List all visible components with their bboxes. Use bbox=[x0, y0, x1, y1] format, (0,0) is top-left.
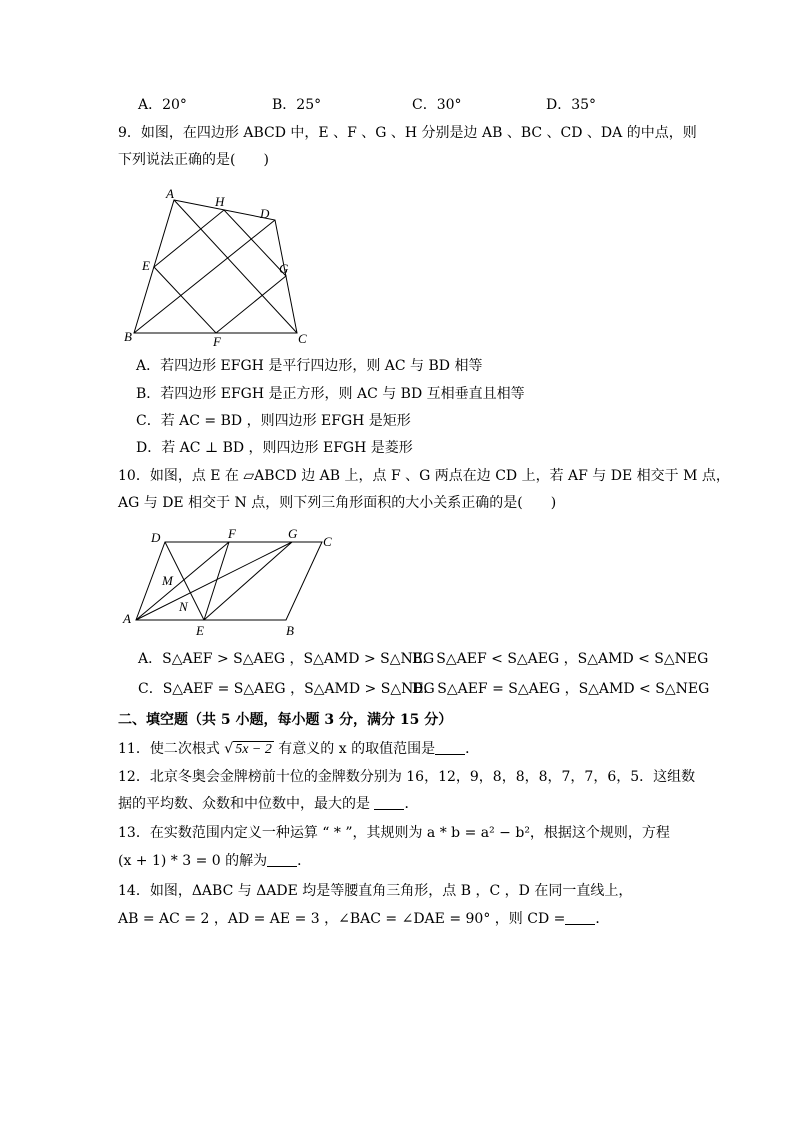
q9-stem-line2: 下列说法正确的是( ) bbox=[118, 152, 269, 168]
q9-label-b: B bbox=[124, 329, 132, 344]
q10-label-f: F bbox=[228, 526, 236, 541]
q9-label-f: F bbox=[213, 334, 221, 349]
q8-option-d: D．35° bbox=[546, 97, 597, 113]
q14-text-end: ． bbox=[595, 911, 610, 927]
q9-label-g: G bbox=[279, 261, 289, 276]
q9-stem-line1: 9．如图，在四边形 ABCD 中，E 、F 、G 、H 分别是边 AB 、BC 、CD 、DA 的中点，则 bbox=[118, 125, 697, 141]
q11-radicand: 5x − 2 bbox=[235, 742, 272, 757]
q9-option-c: C．若 AC = BD ，则四边形 EFGH 是矩形 bbox=[136, 413, 411, 429]
q9-label-h: H bbox=[215, 194, 225, 209]
q14-stem-line1: 14．如图，ΔABC 与 ΔADE 均是等腰直角三角形，点 B ，C ，D 在同一直线上， bbox=[118, 883, 633, 899]
q13-stem-line2 bbox=[118, 851, 311, 871]
q13-text-pre: (x + 1) * 3 = 0 的解为 bbox=[118, 853, 268, 869]
q11-text-post: 有意义的 x 的取值范围是 bbox=[273, 741, 436, 757]
q14-answer-blank[interactable] bbox=[565, 910, 595, 925]
q9-quadrilateral-abcd bbox=[134, 200, 297, 333]
q12-stem-line1: 12．北京冬奥会金牌榜前十位的金牌数分别为 16，12，9，8，8，8，7，7，6，5．这组数 bbox=[118, 769, 696, 785]
q10-label-c: C bbox=[323, 534, 332, 549]
q9-label-a: A bbox=[166, 186, 174, 201]
q10-label-d: D bbox=[151, 530, 161, 545]
q10-option-b: B．S△AEF < S△AEG ，S△AMD < S△NEG bbox=[412, 651, 709, 667]
q8-option-a: A．20° bbox=[138, 97, 187, 113]
q13-answer-blank[interactable] bbox=[267, 852, 297, 867]
q14-text-pre: AB = AC = 2 ，AD = AE = 3 ，∠BAC = ∠DAE = 90° ，则 CD = bbox=[118, 911, 566, 927]
q8-option-b: B．25° bbox=[272, 97, 322, 113]
q9-option-d: D．若 AC ⊥ BD ，则四边形 EFGH 是菱形 bbox=[136, 440, 413, 456]
q12-text-pre: 据的平均数、众数和中位数中，最大的是 bbox=[118, 796, 375, 812]
q10-label-m: M bbox=[162, 573, 173, 588]
q14-stem-line2 bbox=[118, 909, 609, 929]
q10-segment-ag bbox=[136, 542, 292, 620]
q10-stem-line1: 10．如图，点 E 在 ▱ABCD 边 AB 上，点 F 、G 两点在边 CD 上，若 AF 与 DE 相交于 M 点， bbox=[118, 468, 730, 484]
q13-stem-line1: 13．在实数范围内定义一种运算 “ * ”，其规则为 a * b = a² − b²，根据这个规则，方程 bbox=[118, 825, 670, 841]
q10-label-g: G bbox=[288, 526, 298, 541]
q11-text-pre: 11．使二次根式 bbox=[118, 741, 225, 757]
section-heading-fill-in: 二、填空题（共 5 小题，每小题 3 分，满分 15 分） bbox=[118, 712, 453, 728]
q10-option-a: A．S△AEF > S△AEG ，S△AMD > S△NEG bbox=[138, 651, 435, 667]
q10-label-e: E bbox=[196, 623, 204, 638]
q9-label-d: D bbox=[260, 206, 270, 221]
q11-answer-blank[interactable] bbox=[435, 740, 465, 755]
q9-diagonal-ac bbox=[174, 200, 297, 333]
q10-label-b: B bbox=[286, 623, 294, 638]
q12-stem-line2 bbox=[118, 794, 418, 814]
q12-answer-blank[interactable] bbox=[374, 795, 404, 810]
q10-segment-ef bbox=[204, 542, 229, 620]
q9-label-e: E bbox=[142, 258, 150, 273]
q12-text-end: ． bbox=[404, 796, 419, 812]
q9-quadrilateral-efgh bbox=[154, 210, 286, 333]
q10-label-n: N bbox=[179, 599, 188, 614]
q10-stem-line2: AG 与 DE 相交于 N 点，则下列三角形面积的大小关系正确的是( ) bbox=[118, 495, 557, 511]
q8-option-c: C．30° bbox=[412, 97, 462, 113]
q10-segment-de bbox=[165, 542, 204, 620]
q11-stem bbox=[118, 739, 479, 760]
q10-option-d: D．S△AEF = S△AEG ，S△AMD < S△NEG bbox=[412, 681, 710, 697]
q13-text-end: ． bbox=[297, 853, 312, 869]
q10-segment-af bbox=[136, 542, 229, 620]
q9-label-c: C bbox=[298, 331, 307, 346]
q10-option-c: C．S△AEF = S△AEG ，S△AMD > S△NEG bbox=[138, 681, 435, 697]
q10-label-a: A bbox=[123, 611, 131, 626]
q10-parallelogram-abcd bbox=[136, 542, 322, 620]
q10-segment-eg bbox=[204, 542, 292, 620]
q9-option-a: A．若四边形 EFGH 是平行四边形，则 AC 与 BD 相等 bbox=[136, 358, 483, 374]
q11-text-end: ． bbox=[465, 741, 480, 757]
q9-diagonal-bd bbox=[134, 220, 275, 333]
sqrt-symbol-icon: √ bbox=[224, 741, 234, 757]
q9-option-b: B．若四边形 EFGH 是正方形，则 AC 与 BD 互相垂直且相等 bbox=[136, 386, 525, 402]
